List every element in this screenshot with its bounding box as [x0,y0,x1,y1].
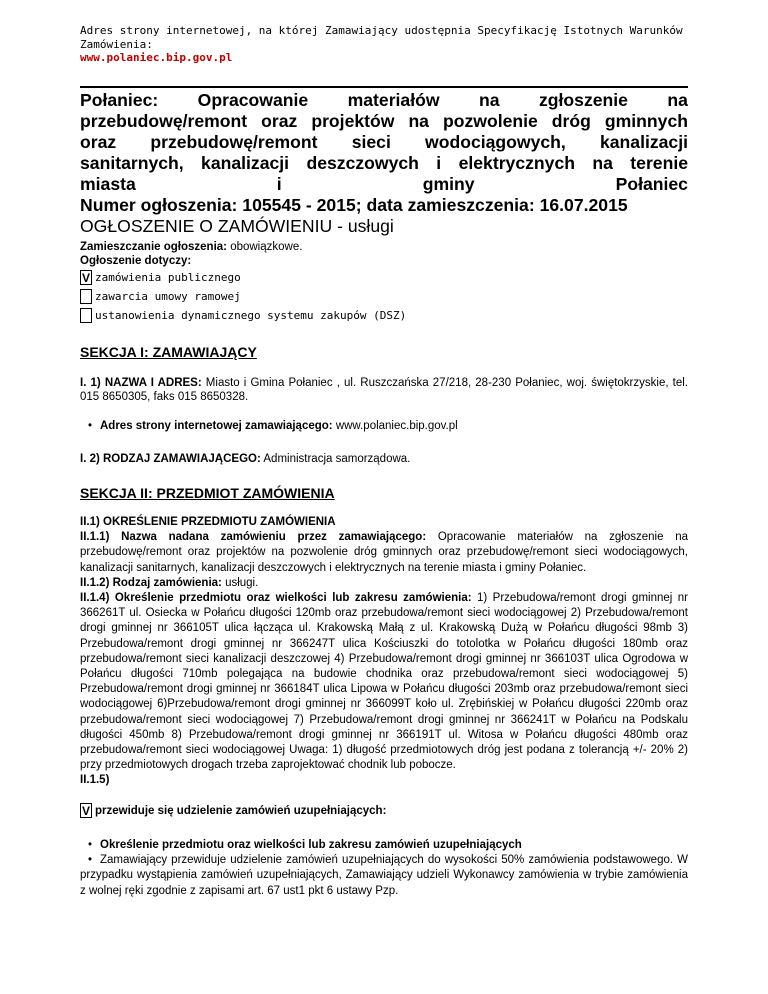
header-url-link[interactable]: www.polaniec.bip.gov.pl [80,51,233,64]
option-label: zawarcia umowy ramowej [95,289,241,303]
document-header [80,24,688,65]
authority-type: I. 2) RODZAJ ZAMAWIAJĄCEGO: Administracja samorządowa. [80,453,411,465]
authority-website-bullet: • Adres strony internetowej zamawiającego: www.polaniec.bip.gov.pl [80,419,688,433]
bullet-icon: • [87,420,93,432]
contracting-authority-address: I. 1) NAZWA I ADRES: Miasto i Gmina Połaniec , ul. Ruszczańska 27/218, 28-230 Połaniec, woj. świętokrzyskie, tel. 015 8650305, faks 015 8650328. [80,377,688,403]
checkbox[interactable]: V [81,271,90,285]
list-item: • Zamawiający przewiduje udzielenie zamówień uzupełniających do wysokości 50% zamówienia podstawowego. W przypadku wystąpienia zamówień uzupełniających, Zamawiający udzieli Wykonawcy zamówienia w trybie zamówienia z wolnej ręki zgodnie z zapisami art. 67 ust1 pkt 6 ustawy Pzp. [80,854,688,897]
authority-website-link[interactable]: www.polaniec.bip.gov.pl [332,420,458,432]
title-line-2: przebudowę/remont oraz projektów na pozwolenie dróg gminnych [80,111,688,131]
supplementary-details [80,838,688,899]
supplementary-heading: II.1.5) [80,774,110,787]
title-line-1: Połaniec: Opracowanie materiałów na zgłoszenie na [80,90,688,110]
list-item: • Określenie przedmiotu oraz wielkości lub zakresu zamówień uzupełniających [80,838,688,853]
bullet-icon: • [87,854,93,867]
header-text: Adres strony internetowej, na której Zamawiający udostępnia Specyfikację Istotnych Warunków Zamówienia: [80,24,683,51]
section-2-title: SEKCJA II: PRZEDMIOT ZAMÓWIENIA [80,485,335,501]
title-divider [80,86,688,88]
option-row[interactable] [80,306,688,325]
option-row[interactable] [80,287,688,306]
supplementary-orders-row[interactable] [80,801,386,820]
order-name: II.1.1) Nazwa nadana zamówieniu przez zamawiającego: Opracowanie materiałów na zgłoszenie na przebudowę/remont oraz projektów na pozwolenie dróg gminnych oraz przebudowę/remont sieci wodociągowych, kanalizacji sanitarnych, kanalizacji deszczowych i elektrycznych na terenie miasta i gminy Połaniec. [80,531,688,574]
checkbox[interactable] [80,289,92,304]
bullet-icon: • [87,839,93,851]
title-line-4: sanitarnych, kanalizacji deszczowych i elektrycznych na terenie [80,153,688,173]
notice-number: Numer ogłoszenia: 105545 - 2015; data zamieszczenia: 16.07.2015 [80,195,628,215]
option-label: ustanowienia dynamicznego systemu zakupów (DSZ) [95,308,407,322]
option-row[interactable] [80,268,688,287]
subject-details [80,515,688,789]
placement-row: Zamieszczanie ogłoszenia: obowiązkowe. [80,241,303,253]
subject-heading: II.1) OKREŚLENIE PRZEDMIOTU ZAMÓWIENIA [80,516,336,528]
section-1-title: SEKCJA I: ZAMAWIAJĄCY [80,344,257,360]
supplementary-orders-label: przewiduje się udzielenie zamówień uzupełniających: [95,804,387,817]
option-label: zamówienia publicznego [95,270,241,284]
notice-meta [80,240,688,325]
title-line-3: oraz przebudowę/remont sieci wodociągowych, kanalizacji [80,132,688,152]
notice-type: OGŁOSZENIE O ZAMÓWIENIU - usługi [80,216,394,236]
order-scope: II.1.4) Określenie przedmiotu oraz wielkości lub zakresu zamówienia: 1) Przebudowa/remont drogi gminnej nr 366261T ul. Osiecka w Połańcu długości 120mb oraz przebudowa/remont sieci wodociągowej 2) Przebudowa/remont drogi gminnej nr 366105T ulica łącząca ul. Krakowską Małą z ul. Krakowską Dużą w Połańcu długości 98mb 3) Przebudowa/remont drogi gminnej nr 366247T ulica Kościuszki do totolotka w Połańcu długości 180mb oraz przebudowa/remont sieci kanalizacji deszczowej 4) Przebudowa/remont drogi gminnej nr 366103T ulica Ogrodowa w Połańcu długości 710mb polegająca na budowie chodnika oraz przebudowa/remont sieci wodociągowej 5) Przebudowa/remont drogi gminnej nr 366184T ulica Lipowa w Połańcu długości 203mb oraz przebudowa/remont sieci wodociągowej 6)Przebudowa/remont drogi gminnej nr 366099T koło ul. Zrębińskiej w Połańcu długości 220mb oraz przebudowa/remont sieci wodociągowej 7) Przebudowa/remont drogi gminnej nr 366241T w Połańcu na Podskalu długości 450mb 8) Przebudowa/remont drogi gminnej nr 366191T ul. Witosa w Połańcu długości 480mb oraz przebudowa/remont sieci wodociągowej Uwaga: 1) długość przedmiotowych dróg jest podana z tolerancją +/- 20% 2) przy przedmiotowych drogach trzeba zaprojektować chodnik lub pobocze. [80,592,689,772]
title-line-5: miasta i gminy Połaniec [80,174,688,194]
checkbox[interactable]: V [81,804,90,818]
checkbox[interactable] [80,308,92,323]
concerns-label: Ogłoszenie dotyczy: [80,255,192,267]
order-type: II.1.2) Rodzaj zamówienia: usługi. [80,576,259,589]
notice-title [80,90,688,237]
